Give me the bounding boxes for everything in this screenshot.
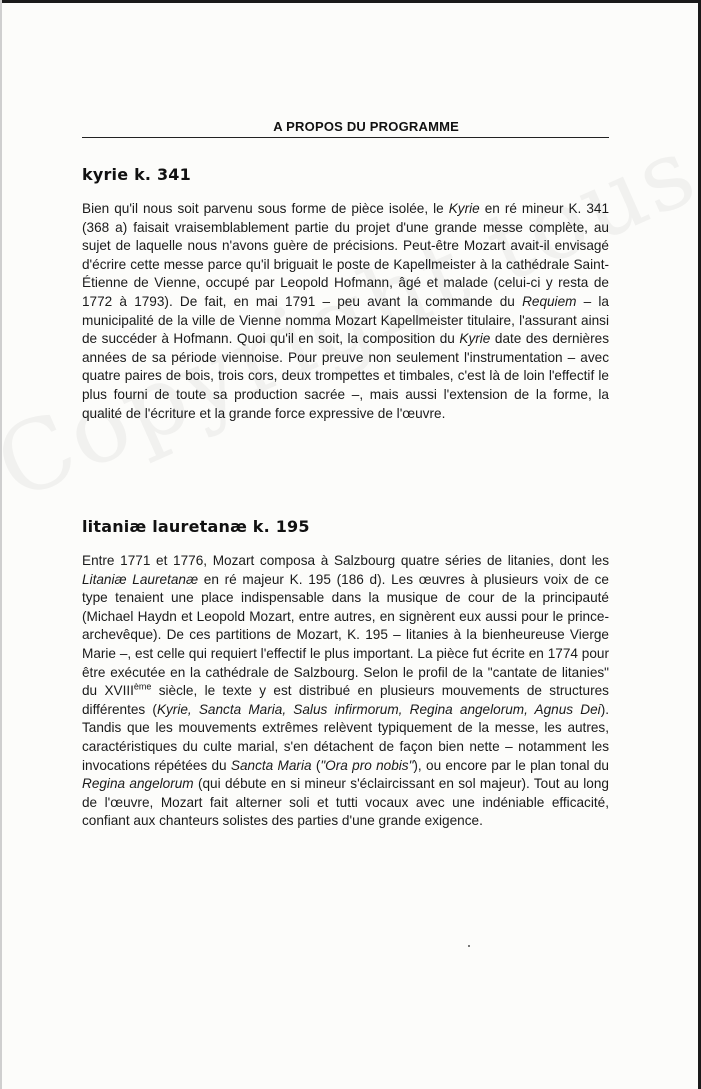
text-run: ). Tandis que les mouvements extrêmes relèvent typiquement de la messe, les autres, caractéristiques du culte marial, s'en détachent de façon bien nette – notamment les invocations répétées du xyxy=(82,701,609,773)
section-title-kyrie: kyrie k. 341 xyxy=(82,165,191,184)
scan-edge-top xyxy=(0,0,701,3)
paragraph-kyrie xyxy=(82,200,609,423)
text-run: – la municipalité de la ville de Vienne nomma Mozart Kapellmeister titulaire, l'assurant ainsi de succéder à Hofmann. Quoi qu'il en soit, la composition du xyxy=(82,293,609,347)
text-run: siècle, le texte y est distribué en plusieurs mouvements de structures différentes ( xyxy=(82,683,609,717)
header-rule xyxy=(82,137,609,138)
italic-run: Regina angelorum xyxy=(82,776,194,792)
italic-run: Kyrie, Sancta Maria, Salus infirmorum, Regina angelorum, Agnus Dei xyxy=(156,701,601,717)
scan-speck xyxy=(468,945,470,947)
text-run: date des dernières années de sa période viennoise. Pour preuve non seulement l'instrumentation – avec quatre paires de bois, trois cors, deux trompettes et timbales, c'est là de loin l'effectif le plus fourni de toute sa production sacrée –, mais aussi l'extension de la forme, la qualité de l'écriture et la grande force expressive de l'œuvre. xyxy=(82,331,609,421)
text-run: en ré majeur K. 195 (186 d). Les œuvres à plusieurs voix de ce type tenaient une place indispensable dans la musique de cour de la principauté (Michael Haydn et Leopold Mozart, entre autres, en signèrent eux aussi pour le prince-archevêque). De ces partitions de Mozart, K. 195 – litanies à la bienheureuse Vierge Marie –, est celle qui requiert l'effectif le plus important. La pièce fut écrite en 1774 pour être exécutée en la cathédrale de Salzbourg. Selon le profil de la "cantate de litanies" du XVIII xyxy=(82,571,609,699)
section-title-litaniae: litaniæ lauretanæ k. 195 xyxy=(82,517,310,536)
text-run: en ré mineur K. 341 (368 a) faisait vraisemblablement partie du projet d'une grande messe complète, au sujet de laquelle nous n'avons guère de précisions. Peut-être Mozart avait-il envisagé d'écrire cette messe parce qu'il briguait le poste de Kapellmeister à la cathédrale Saint-Étienne de Vienne, occupé par Leopold Hofmann, âgé et malade (celui-ci y resta de 1772 à 1793). De fait, en mai 1791 – peu avant la commande du xyxy=(82,201,610,309)
text-run: ( xyxy=(311,757,321,773)
text-run: ), ou encore par le plan tonal du xyxy=(413,757,609,773)
superscript-run: ème xyxy=(133,681,152,692)
text-run: Entre 1771 et 1776, Mozart composa à Salzbourg quatre séries de litanies, dont les xyxy=(82,553,609,568)
page-header: A PROPOS DU PROGRAMME xyxy=(273,119,459,134)
italic-run: Requiem xyxy=(522,293,577,309)
italic-run: Kyrie xyxy=(459,331,491,347)
italic-run: Sancta Maria xyxy=(230,757,312,773)
scan-edge-left xyxy=(0,0,2,1089)
text-run: Bien qu'il nous soit parvenu sous forme de pièce isolée, le xyxy=(82,201,449,216)
italic-run: Kyrie xyxy=(448,201,480,216)
italic-run: Litaniæ Lauretanæ xyxy=(82,571,199,587)
text-run: (qui débute en si mineur s'éclaircissant en sol majeur). Tout au long de l'œuvre, Mozart fait alterner soli et tutti vocaux avec une indéniable efficacité, confiant aux chanteurs solistes des parties d'une grande exigence. xyxy=(82,776,609,829)
paragraph-litaniae xyxy=(82,552,609,831)
italic-run: "Ora pro nobis" xyxy=(320,757,414,773)
